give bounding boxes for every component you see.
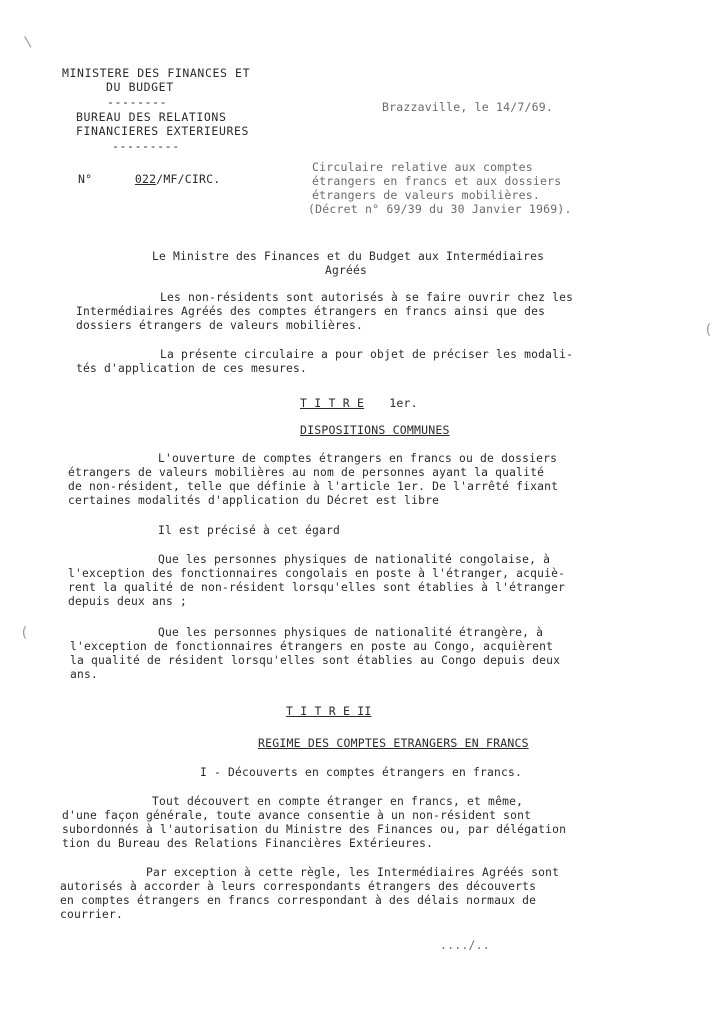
title2-subtitle: REGIME DES COMPTES ETRANGERS EN FRANCS — [258, 736, 529, 750]
continuation-mark: ..../.. — [440, 938, 490, 952]
section2-p1-line: subordonnés à l'autorisation du Ministre des Finances ou, par délégation — [62, 823, 567, 836]
section1-p1-line: L'ouverture de comptes étrangers en francs ou de dossiers — [158, 452, 558, 465]
section2-subheading: I - Découverts en comptes étrangers en francs. — [200, 766, 523, 779]
section2-p1-line: tion du Bureau des Relations Financières Extérieures. — [62, 837, 434, 850]
section1-p4-line: ans. — [70, 668, 99, 681]
title1-subtitle: DISPOSITIONS COMMUNES — [300, 423, 450, 437]
section1-p3-line: depuis deux ans ; — [68, 595, 188, 608]
ministry-line1: MINISTERE DES FINANCES ET — [62, 66, 251, 80]
section2-p2-line: courrier. — [60, 908, 124, 921]
title2-heading: T I T R E II — [286, 704, 372, 718]
header-separator: -------- — [107, 95, 168, 109]
margin-bracket-mark: ( — [20, 625, 29, 641]
intro-p1-line: dossiers étrangers de valeurs mobilières. — [76, 319, 364, 332]
ministry-line2: DU BUDGET — [106, 80, 174, 94]
subject-line: Circulaire relative aux comptes — [312, 160, 533, 174]
section1-p1-line: étrangers de valeurs mobilières au nom de personnes ayant la qualité — [68, 466, 545, 479]
addressee-line1: Le Ministre des Finances et du Budget aux Intermédiaires — [152, 250, 545, 263]
margin-pen-mark: / — [19, 33, 38, 51]
intro-p1-line: Les non-résidents sont autorisés à se faire ouvrir chez les — [160, 291, 574, 304]
section1-p3-line: rent la qualité de non-résident lorsqu'elles sont établies à l'étranger — [68, 581, 566, 594]
section1-p3-line: l'exception des fonctionnaires congolais en poste à l'étranger, acquiè- — [68, 567, 566, 580]
section2-p2-line: autorisés à accorder à leurs correspondants étrangers des découverts — [60, 880, 537, 893]
subject-line: étrangers de valeurs mobilières. — [312, 188, 540, 202]
margin-bracket-mark-right: ( — [704, 322, 713, 338]
place-date: Brazzaville, le 14/7/69. — [382, 100, 553, 114]
intro-p2-line: La présente circulaire a pour objet de préciser les modali- — [160, 348, 574, 361]
section1-p4-line: la qualité de résident lorsqu'elles sont établies au Congo depuis deux — [70, 654, 561, 667]
section2-p2-line: Par exception à cette règle, les Intermédiaires Agréés sont — [146, 866, 560, 879]
reference-prefix: N° — [78, 172, 93, 186]
addressee-line2: Agréés — [325, 264, 368, 277]
reference-number: 022 — [134, 172, 157, 186]
section1-p4-line: Que les personnes physiques de nationalité étrangère, à — [158, 626, 544, 639]
reference-suffix: /MF/CIRC. — [156, 172, 221, 186]
section1-p1-line: de non-résident, telle que définie à l'article 1er. De l'arrêté fixant — [68, 480, 559, 493]
reference-line — [78, 172, 220, 186]
subject-line: (Décret n° 69/39 du 30 Janvier 1969). — [308, 202, 572, 216]
bureau-line1: BUREAU DES RELATIONS — [76, 110, 227, 124]
section2-p1-line: d'une façon générale, toute avance consentie à un non-résident sont — [62, 809, 532, 822]
section2-p2-line: en comptes étrangers en francs correspondant à des délais normaux de — [60, 894, 537, 907]
section1-p1-line: certaines modalités d'application du Décret est libre — [68, 494, 440, 507]
bureau-line2: FINANCIERES EXTERIEURES — [76, 124, 250, 138]
section1-p4-line: l'exception de fonctionnaires étrangers en poste au Congo, acquièrent — [70, 640, 554, 653]
section2-p1-line: Tout découvert en compte étranger en francs, et même, — [152, 795, 524, 808]
intro-p1-line: Intermédiaires Agréés des comptes étrangers en francs ainsi que des — [76, 305, 546, 318]
section1-p2: Il est précisé à cet égard — [158, 524, 341, 537]
intro-p2-line: tés d'application de ces mesures. — [76, 362, 308, 375]
title1-number: 1er. — [389, 396, 418, 410]
subject-line: étrangers en francs et aux dossiers — [312, 174, 562, 188]
bureau-separator: --------- — [112, 139, 180, 153]
title1-heading — [300, 396, 418, 410]
title1-label: T I T R E — [300, 396, 365, 410]
section1-p3-line: Que les personnes physiques de nationalité congolaise, à — [158, 553, 551, 566]
